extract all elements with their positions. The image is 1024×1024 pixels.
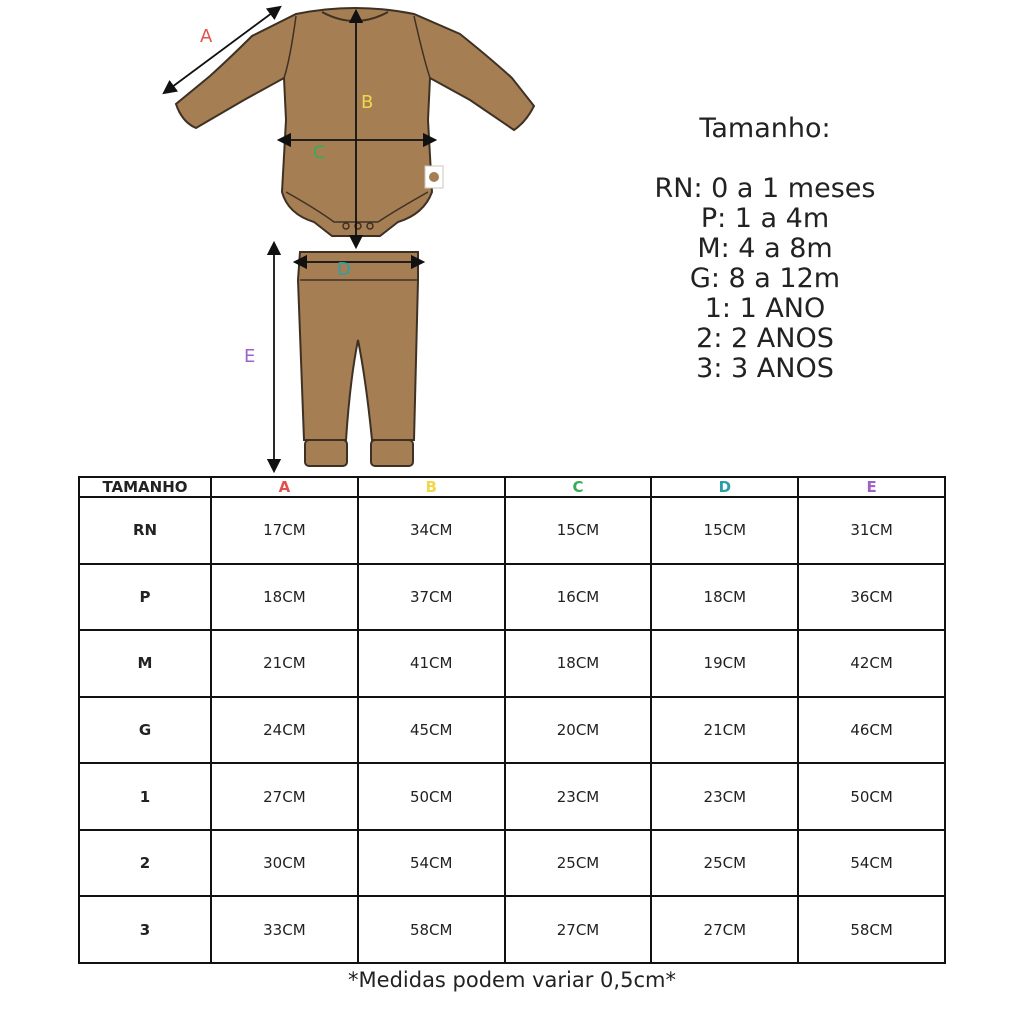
measure-cell: 21CM (651, 697, 798, 764)
measure-cell: 18CM (505, 630, 652, 697)
garment-illustration (0, 0, 600, 480)
measure-cell: 21CM (211, 630, 358, 697)
size-cell: RN (79, 497, 211, 564)
size-cell: M (79, 630, 211, 697)
table-row (79, 896, 945, 963)
measure-cell: 36CM (798, 564, 945, 631)
label-d: D (337, 259, 351, 280)
header-e: E (798, 477, 945, 497)
table-row (79, 763, 945, 830)
measure-cell: 34CM (358, 497, 505, 564)
legend-line: M: 4 a 8m (697, 233, 833, 264)
size-cell: G (79, 697, 211, 764)
size-cell: 3 (79, 896, 211, 963)
measure-cell: 15CM (505, 497, 652, 564)
size-cell: P (79, 564, 211, 631)
size-cell: 2 (79, 830, 211, 897)
measure-cell: 27CM (651, 896, 798, 963)
table-row (79, 630, 945, 697)
table-row (79, 564, 945, 631)
measure-cell: 16CM (505, 564, 652, 631)
measure-cell: 31CM (798, 497, 945, 564)
table-row (79, 697, 945, 764)
size-legend (600, 114, 930, 384)
measure-cell: 19CM (651, 630, 798, 697)
legend-line: 2: 2 ANOS (696, 323, 834, 354)
legend-line: P: 1 a 4m (700, 203, 830, 234)
label-b: B (361, 92, 374, 113)
label-a: A (200, 26, 213, 47)
measure-cell: 46CM (798, 697, 945, 764)
brand-tag-dot (429, 172, 439, 182)
pants-right-cuff (371, 440, 413, 466)
measure-cell: 18CM (651, 564, 798, 631)
footnote: *Medidas podem variar 0,5cm* (348, 968, 676, 992)
measure-cell: 23CM (505, 763, 652, 830)
size-cell: 1 (79, 763, 211, 830)
legend-line: 1: 1 ANO (704, 293, 826, 324)
header-c: C (505, 477, 652, 497)
table-header-row (79, 477, 945, 497)
measure-cell: 42CM (798, 630, 945, 697)
measure-cell: 18CM (211, 564, 358, 631)
legend-title: Tamanho: (699, 113, 831, 144)
measure-cell: 17CM (211, 497, 358, 564)
table-row (79, 497, 945, 564)
measure-cell: 58CM (798, 896, 945, 963)
measure-cell: 20CM (505, 697, 652, 764)
legend-line: RN: 0 a 1 meses (654, 173, 876, 204)
label-e: E (244, 346, 256, 367)
measure-cell: 27CM (211, 763, 358, 830)
bodysuit-drawing (176, 8, 534, 236)
measure-cell: 27CM (505, 896, 652, 963)
measure-cell: 15CM (651, 497, 798, 564)
measure-cell: 24CM (211, 697, 358, 764)
measure-cell: 41CM (358, 630, 505, 697)
legend-line: 3: 3 ANOS (696, 353, 834, 384)
header-a: A (211, 477, 358, 497)
pants-drawing (298, 252, 418, 466)
header-size: TAMANHO (79, 477, 211, 497)
measure-cell: 45CM (358, 697, 505, 764)
measure-cell: 58CM (358, 896, 505, 963)
measure-cell: 50CM (798, 763, 945, 830)
size-table (78, 476, 946, 964)
measure-cell: 23CM (651, 763, 798, 830)
measure-cell: 37CM (358, 564, 505, 631)
bodysuit-body (176, 8, 534, 236)
table-row (79, 830, 945, 897)
measure-cell: 30CM (211, 830, 358, 897)
header-b: B (358, 477, 505, 497)
measure-cell: 25CM (505, 830, 652, 897)
label-c: C (313, 142, 326, 163)
measure-cell: 33CM (211, 896, 358, 963)
measure-cell: 50CM (358, 763, 505, 830)
measure-cell: 25CM (651, 830, 798, 897)
pants-left-cuff (305, 440, 347, 466)
header-d: D (651, 477, 798, 497)
measure-cell: 54CM (358, 830, 505, 897)
measure-cell: 54CM (798, 830, 945, 897)
legend-line: G: 8 a 12m (689, 263, 841, 294)
